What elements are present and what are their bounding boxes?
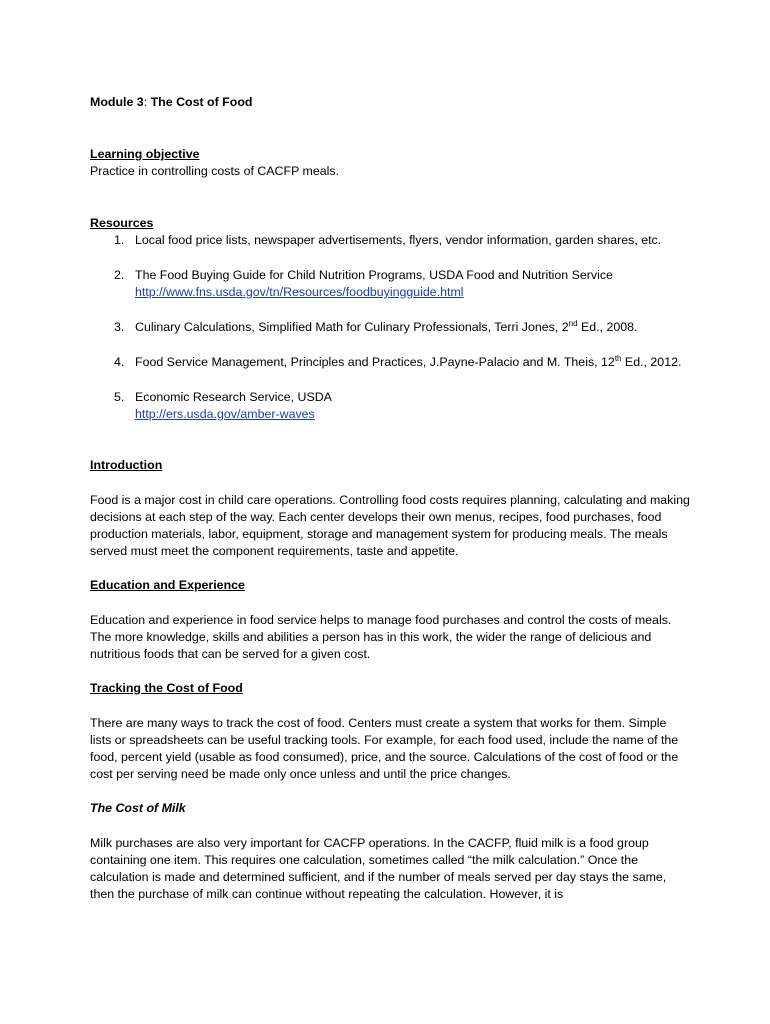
title-colon: : xyxy=(143,95,148,109)
learning-objective-section xyxy=(90,146,690,180)
resource-text-end: Ed., 2012. xyxy=(621,355,682,369)
tracking-text: There are many ways to track the cost of food. Centers must create a system that works for them. Simple lists or spreadsheets can be useful tracking tools. For example, for each food used, include the name of the food, percent yield (usable as food consumed), price, and the source. Calculations of the cost of food or the cost per serving need be made only once unless and until the price changes. xyxy=(90,716,679,781)
resource-number: 5. xyxy=(114,390,125,404)
food-buying-guide-link[interactable]: http://www.fns.usda.gov/tn/Resources/foodbuyingguide.html xyxy=(135,285,464,299)
milk-text: Milk purchases are also very important for CACFP operations. In the CACFP, fluid milk is a food group containing one item. This requires one calculation, sometimes called “the milk calculation.” Once the calculation is made and determined sufficient, and if the number of meals served per day stays the same, then the purchase of milk can continue without repeating the calculation. However, it is xyxy=(90,836,667,901)
learning-objective-text: Practice in controlling costs of CACFP meals. xyxy=(90,164,340,178)
title-suffix: The Cost of Food xyxy=(147,95,253,109)
resource-superscript: nd xyxy=(568,318,578,328)
tracking-heading: Tracking the Cost of Food xyxy=(90,681,243,695)
document-title xyxy=(90,94,690,111)
amber-waves-link[interactable]: http://ers.usda.gov/amber-waves xyxy=(135,407,315,421)
resource-number: 4. xyxy=(114,355,125,369)
resource-text: Culinary Calculations, Simplified Math for Culinary Professionals, Terri Jones, 2 xyxy=(135,320,569,334)
resource-number: 3. xyxy=(114,320,125,334)
introduction-section xyxy=(90,457,690,560)
learning-objective-heading: Learning objective xyxy=(90,147,200,161)
resources-section xyxy=(90,215,690,423)
resource-item-2 xyxy=(90,267,690,301)
resource-text: The Food Buying Guide for Child Nutrition Programs, USDA Food and Nutrition Service xyxy=(135,268,613,282)
resource-item-5 xyxy=(90,389,690,423)
milk-heading: The Cost of Milk xyxy=(90,801,186,815)
introduction-heading: Introduction xyxy=(90,458,163,472)
education-section xyxy=(90,577,690,663)
tracking-section xyxy=(90,680,690,783)
resource-text: Economic Research Service, USDA xyxy=(135,390,332,404)
resources-heading: Resources xyxy=(90,216,154,230)
resource-superscript: th xyxy=(614,353,622,363)
resource-text-end: Ed., 2008. xyxy=(577,320,638,334)
education-heading: Education and Experience xyxy=(90,578,245,592)
resource-item-1 xyxy=(90,232,690,249)
education-text: Education and experience in food service helps to manage food purchases and control the costs of meals. The more knowledge, skills and abilities a person has in this work, the wider the range of delicious and nutritious foods that can be served for a given cost. xyxy=(90,613,672,661)
resource-item-4 xyxy=(90,354,690,371)
resource-text: Food Service Management, Principles and Practices, J.Payne-Palacio and M. Theis, 12 xyxy=(135,355,615,369)
resource-number: 2. xyxy=(114,268,125,282)
document-page xyxy=(90,94,690,903)
resources-list xyxy=(90,232,690,423)
milk-section xyxy=(90,800,690,903)
introduction-text: Food is a major cost in child care operations. Controlling food costs requires planning, calculating and making decisions at each step of the way. Each center develops their own menus, recipes, food purchases, food production materials, labor, equipment, storage and management system for producing meals. The meals served must meet the component requirements, taste and appetite. xyxy=(90,493,690,558)
resource-number: 1. xyxy=(114,233,125,247)
title-prefix: Module 3 xyxy=(90,95,144,109)
resource-item-3 xyxy=(90,319,690,336)
resource-text: Local food price lists, newspaper advertisements, flyers, vendor information, garden shares, etc. xyxy=(135,233,662,247)
